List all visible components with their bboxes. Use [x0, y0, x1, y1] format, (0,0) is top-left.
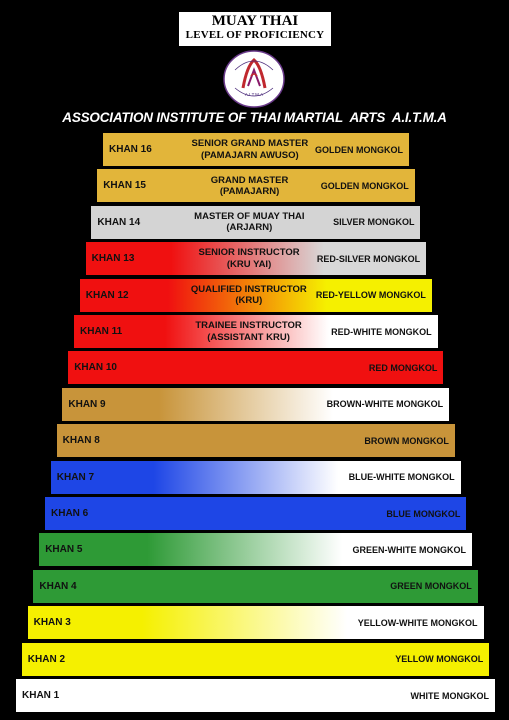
rank-title	[180, 169, 320, 202]
mongkol-label: GOLDEN MONGKOL	[315, 144, 403, 155]
mongkol-label: BLUE-WHITE MONGKOL	[348, 472, 455, 483]
rank-title	[177, 206, 322, 239]
khan-label: KHAN 9	[68, 398, 106, 410]
level-row	[62, 388, 449, 421]
mongkol-label: GREEN-WHITE MONGKOL	[352, 544, 467, 555]
level-row	[22, 643, 489, 676]
rank-title-line2: (KRU)	[235, 295, 263, 307]
khan-label: KHAN 3	[33, 617, 71, 629]
rank-title-line1: SENIOR INSTRUCTOR	[198, 247, 300, 259]
level-row	[103, 133, 409, 166]
rank-title-line2: (KRU YAI)	[226, 258, 272, 270]
rank-title-line2: (PAMAJARN AWUSO)	[201, 149, 299, 161]
level-row	[28, 606, 484, 639]
level-row	[39, 533, 472, 566]
association-title: ASSOCIATION INSTITUTE OF THAI MARTIAL ARTS A.I.T.M.A	[62, 110, 447, 125]
level-row	[33, 570, 477, 603]
khan-label: KHAN 5	[45, 544, 83, 556]
level-row	[97, 169, 415, 202]
level-row	[51, 461, 461, 494]
page-subtitle: LEVEL OF PROFICIENCY	[185, 28, 325, 41]
khan-label: KHAN 2	[27, 653, 66, 665]
rank-title-line1: GRAND MASTER	[210, 174, 289, 186]
rank-title	[171, 279, 326, 312]
khan-label: KHAN 7	[56, 471, 95, 483]
khan-label: KHAN 11	[80, 326, 123, 337]
rank-title-line1: QUALIFIED INSTRUCTOR	[190, 283, 307, 295]
khan-label: KHAN 12	[85, 289, 129, 301]
level-row	[74, 315, 438, 348]
mongkol-label: BROWN-WHITE MONGKOL	[326, 399, 444, 410]
mongkol-label: RED-YELLOW MONGKOL	[315, 290, 426, 301]
level-row	[68, 351, 443, 384]
rank-title	[169, 315, 329, 348]
mongkol-label: YELLOW MONGKOL	[395, 654, 484, 665]
khan-label: KHAN 8	[62, 435, 100, 447]
rank-title-line2: (ARJARN)	[226, 222, 273, 234]
level-row	[57, 424, 455, 457]
khan-label: KHAN 10	[74, 362, 117, 374]
level-row	[45, 497, 466, 530]
rank-title-line1: SENIOR GRAND MASTER	[191, 138, 309, 150]
khan-label: KHAN 15	[103, 180, 146, 192]
rank-title	[174, 242, 324, 275]
mongkol-label: SILVER MONGKOL	[333, 217, 415, 228]
khan-label: KHAN 14	[97, 216, 141, 228]
level-row	[16, 679, 495, 712]
mongkol-label: YELLOW-WHITE MONGKOL	[357, 617, 478, 628]
khan-label: KHAN 4	[39, 580, 77, 592]
level-row	[91, 206, 420, 239]
level-row	[80, 279, 432, 312]
rank-title-line1: MASTER OF MUAY THAI	[194, 210, 305, 222]
mongkol-label: GREEN MONGKOL	[390, 581, 472, 592]
aitma-logo-emblem-icon	[221, 48, 287, 110]
khan-label: KHAN 1	[22, 690, 60, 701]
mongkol-label: RED-SILVER MONGKOL	[316, 253, 421, 264]
mongkol-label: RED-WHITE MONGKOL	[331, 326, 432, 337]
title-box	[179, 12, 331, 46]
mongkol-label: BROWN MONGKOL	[364, 435, 449, 446]
rank-title-line2: (PAMAJARN)	[219, 185, 280, 197]
khan-label: KHAN 13	[91, 253, 135, 265]
level-row	[86, 242, 427, 275]
page-title: MUAY THAI	[211, 13, 299, 29]
mongkol-label: RED MONGKOL	[368, 362, 438, 373]
mongkol-label: BLUE MONGKOL	[386, 508, 461, 519]
emblem-text: A.I.T.M.A	[244, 92, 264, 97]
khan-label: KHAN 16	[109, 144, 152, 155]
rank-title-line1: TRAINEE INSTRUCTOR	[195, 320, 302, 332]
rank-title-line2: (ASSISTANT KRU)	[207, 331, 290, 343]
rank-title	[183, 133, 318, 166]
khan-label: KHAN 6	[51, 508, 89, 519]
mongkol-label: WHITE MONGKOL	[410, 690, 489, 701]
mongkol-label: GOLDEN MONGKOL	[320, 180, 409, 191]
